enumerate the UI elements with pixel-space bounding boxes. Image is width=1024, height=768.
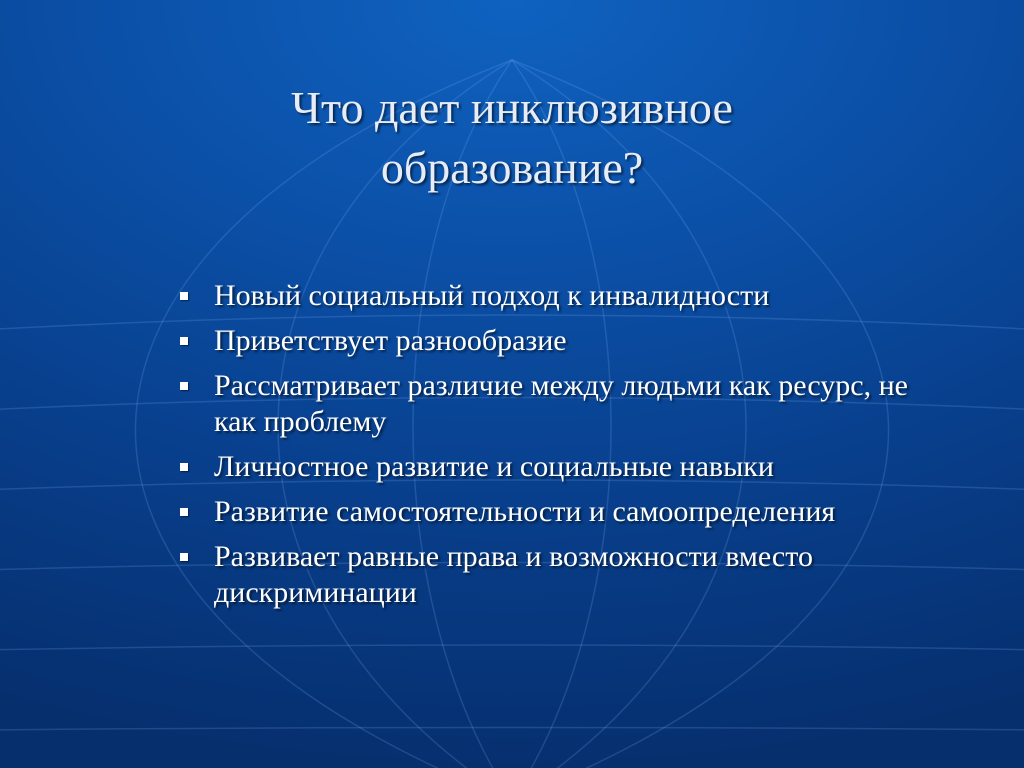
bullet-text: Приветствует разнообразие (214, 324, 567, 357)
bullet-text: Новый социальный подход к инвалидности (214, 279, 770, 312)
slide-title (0, 78, 1024, 198)
bullet-item (178, 494, 938, 530)
bullet-item (178, 539, 938, 611)
bullet-text: Личностное развитие и социальные навыки (214, 450, 774, 483)
bullet-list (178, 278, 938, 620)
slide-title-line-2: образование? (380, 142, 644, 193)
square-bullet-icon (180, 337, 188, 345)
bullet-item (178, 323, 938, 359)
bullet-item (178, 449, 938, 485)
bullet-item (178, 368, 938, 440)
bullet-text: Развитие самостоятельности и самоопределения (214, 495, 836, 528)
slide-title-line-1: Что дает инклюзивное (291, 82, 733, 133)
square-bullet-icon (180, 508, 188, 516)
square-bullet-icon (180, 463, 188, 471)
bullet-text: Рассматривает различие между людьми как ресурс, не как проблему (214, 369, 908, 438)
bullet-item (178, 278, 938, 314)
square-bullet-icon (180, 292, 188, 300)
square-bullet-icon (180, 553, 188, 561)
bullet-text: Развивает равные права и возможности вместо дискриминации (214, 540, 813, 609)
square-bullet-icon (180, 382, 188, 390)
